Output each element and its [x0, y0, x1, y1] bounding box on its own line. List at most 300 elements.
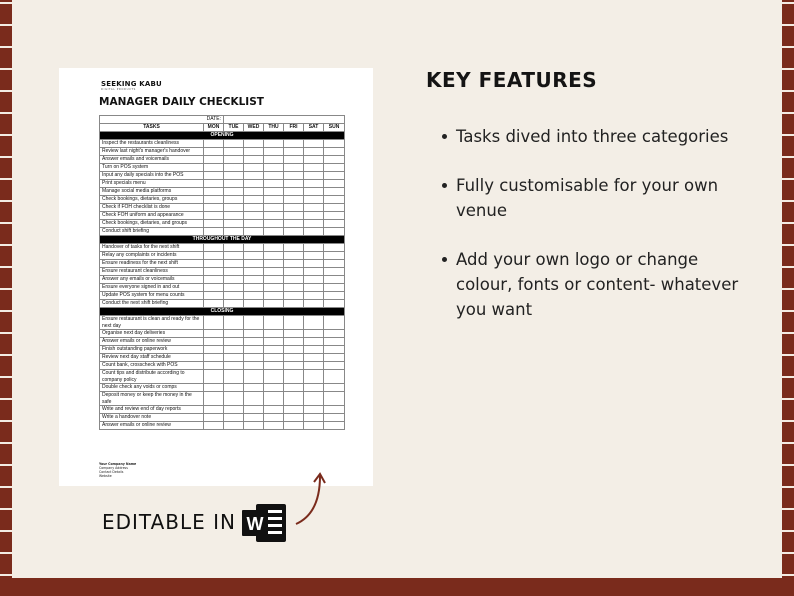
task-name: Check FOH uniform and appearance	[100, 212, 204, 220]
day-checkbox[interactable]	[304, 268, 324, 276]
day-checkbox[interactable]	[204, 276, 224, 284]
day-checkbox[interactable]	[324, 292, 345, 300]
column-header-tue: TUE	[224, 124, 244, 132]
day-checkbox[interactable]	[324, 180, 345, 188]
day-checkbox[interactable]	[204, 406, 224, 414]
day-checkbox[interactable]	[224, 244, 244, 252]
task-name: Print specials menu	[100, 180, 204, 188]
day-checkbox[interactable]	[284, 244, 304, 252]
day-checkbox[interactable]	[244, 268, 264, 276]
day-checkbox[interactable]	[244, 260, 264, 268]
day-checkbox[interactable]	[204, 338, 224, 346]
day-checkbox[interactable]	[304, 362, 324, 370]
bullet-icon	[442, 257, 447, 262]
day-checkbox[interactable]	[284, 268, 304, 276]
day-checkbox[interactable]	[264, 268, 284, 276]
section-header: CLOSING	[100, 308, 345, 316]
day-checkbox[interactable]	[284, 370, 304, 384]
day-checkbox[interactable]	[244, 414, 264, 422]
task-name: Conduct the next shift briefing	[100, 300, 204, 308]
day-checkbox[interactable]	[284, 362, 304, 370]
day-checkbox[interactable]	[204, 330, 224, 338]
day-checkbox[interactable]	[204, 268, 224, 276]
day-checkbox[interactable]	[264, 406, 284, 414]
day-checkbox[interactable]	[304, 422, 324, 430]
brand-logo: SEEKING KABU	[101, 80, 162, 88]
task-row	[100, 140, 345, 148]
day-checkbox[interactable]	[304, 204, 324, 212]
task-name: Update POS system for menu counts	[100, 292, 204, 300]
day-checkbox[interactable]	[264, 220, 284, 228]
day-checkbox[interactable]	[304, 212, 324, 220]
day-checkbox[interactable]	[284, 140, 304, 148]
feature-item	[440, 173, 740, 223]
day-checkbox[interactable]	[244, 188, 264, 196]
day-checkbox[interactable]	[204, 140, 224, 148]
task-row	[100, 346, 345, 354]
task-name: Check if FOH checklist is done	[100, 204, 204, 212]
day-checkbox[interactable]	[204, 228, 224, 236]
task-name: Check bookings, dietaries, and groups	[100, 220, 204, 228]
date-label: DATE:	[100, 116, 224, 124]
day-checkbox[interactable]	[304, 164, 324, 172]
task-row	[100, 292, 345, 300]
day-checkbox[interactable]	[204, 244, 224, 252]
day-checkbox[interactable]	[264, 252, 284, 260]
key-features-list	[440, 124, 740, 346]
day-checkbox[interactable]	[264, 330, 284, 338]
day-checkbox[interactable]	[264, 370, 284, 384]
day-checkbox[interactable]	[264, 276, 284, 284]
day-checkbox[interactable]	[324, 252, 345, 260]
day-checkbox[interactable]	[244, 244, 264, 252]
day-checkbox[interactable]	[284, 172, 304, 180]
day-checkbox[interactable]	[244, 156, 264, 164]
day-checkbox[interactable]	[284, 284, 304, 292]
task-row	[100, 180, 345, 188]
day-checkbox[interactable]	[284, 330, 304, 338]
day-checkbox[interactable]	[204, 148, 224, 156]
day-checkbox[interactable]	[224, 252, 244, 260]
day-checkbox[interactable]	[204, 180, 224, 188]
day-checkbox[interactable]	[204, 414, 224, 422]
day-checkbox[interactable]	[324, 268, 345, 276]
column-header-sat: SAT	[304, 124, 324, 132]
day-checkbox[interactable]	[304, 196, 324, 204]
day-checkbox[interactable]	[224, 204, 244, 212]
day-checkbox[interactable]	[264, 316, 284, 330]
task-row	[100, 414, 345, 422]
day-checkbox[interactable]	[224, 362, 244, 370]
day-checkbox[interactable]	[284, 422, 304, 430]
checklist-table	[99, 115, 345, 430]
day-checkbox[interactable]	[244, 362, 264, 370]
day-checkbox[interactable]	[304, 252, 324, 260]
day-checkbox[interactable]	[264, 338, 284, 346]
day-checkbox[interactable]	[304, 148, 324, 156]
task-row	[100, 244, 345, 252]
task-row	[100, 362, 345, 370]
day-checkbox[interactable]	[304, 220, 324, 228]
day-checkbox[interactable]	[324, 140, 345, 148]
date-field[interactable]	[224, 116, 345, 124]
day-checkbox[interactable]	[204, 252, 224, 260]
section-row	[100, 236, 345, 244]
day-checkbox[interactable]	[324, 362, 345, 370]
footer-line: Company Address	[99, 466, 128, 470]
task-row	[100, 172, 345, 180]
day-checkbox[interactable]	[284, 354, 304, 362]
day-checkbox[interactable]	[324, 422, 345, 430]
day-checkbox[interactable]	[284, 292, 304, 300]
day-checkbox[interactable]	[224, 172, 244, 180]
day-checkbox[interactable]	[324, 338, 345, 346]
day-checkbox[interactable]	[244, 330, 264, 338]
day-checkbox[interactable]	[304, 228, 324, 236]
day-checkbox[interactable]	[204, 422, 224, 430]
day-checkbox[interactable]	[224, 260, 244, 268]
day-checkbox[interactable]	[284, 384, 304, 392]
day-checkbox[interactable]	[224, 156, 244, 164]
day-checkbox[interactable]	[244, 370, 264, 384]
section-row	[100, 132, 345, 140]
day-checkbox[interactable]	[244, 148, 264, 156]
day-checkbox[interactable]	[264, 204, 284, 212]
day-checkbox[interactable]	[324, 392, 345, 406]
day-checkbox[interactable]	[304, 156, 324, 164]
task-name: Handover of tasks for the next shift	[100, 244, 204, 252]
day-checkbox[interactable]	[284, 346, 304, 354]
day-checkbox[interactable]	[324, 300, 345, 308]
editable-in-label: EDITABLE IN	[102, 510, 236, 534]
task-name: Answer any emails or voicemails	[100, 276, 204, 284]
day-checkbox[interactable]	[304, 392, 324, 406]
task-name: Answer emails and voicemails	[100, 156, 204, 164]
day-checkbox[interactable]	[224, 346, 244, 354]
task-row	[100, 284, 345, 292]
day-checkbox[interactable]	[244, 316, 264, 330]
day-checkbox[interactable]	[204, 164, 224, 172]
day-checkbox[interactable]	[264, 212, 284, 220]
day-checkbox[interactable]	[304, 260, 324, 268]
day-checkbox[interactable]	[324, 370, 345, 384]
day-checkbox[interactable]	[324, 316, 345, 330]
day-checkbox[interactable]	[284, 188, 304, 196]
day-checkbox[interactable]	[324, 354, 345, 362]
day-checkbox[interactable]	[224, 212, 244, 220]
checklist-document-preview	[59, 68, 373, 486]
day-checkbox[interactable]	[324, 384, 345, 392]
day-checkbox[interactable]	[264, 172, 284, 180]
day-checkbox[interactable]	[224, 180, 244, 188]
task-row	[100, 300, 345, 308]
day-checkbox[interactable]	[264, 156, 284, 164]
day-checkbox[interactable]	[304, 180, 324, 188]
day-checkbox[interactable]	[324, 164, 345, 172]
day-checkbox[interactable]	[204, 292, 224, 300]
day-checkbox[interactable]	[244, 346, 264, 354]
day-checkbox[interactable]	[244, 140, 264, 148]
column-header-tasks: TASKS	[100, 124, 204, 132]
day-checkbox[interactable]	[264, 392, 284, 406]
day-checkbox[interactable]	[224, 330, 244, 338]
day-checkbox[interactable]	[284, 300, 304, 308]
day-checkbox[interactable]	[304, 276, 324, 284]
day-checkbox[interactable]	[264, 284, 284, 292]
column-header-sun: SUN	[324, 124, 345, 132]
day-checkbox[interactable]	[304, 346, 324, 354]
bullet-icon	[442, 183, 447, 188]
day-checkbox[interactable]	[304, 292, 324, 300]
day-checkbox[interactable]	[324, 260, 345, 268]
task-row	[100, 196, 345, 204]
day-checkbox[interactable]	[304, 188, 324, 196]
day-checkbox[interactable]	[284, 156, 304, 164]
day-checkbox[interactable]	[204, 204, 224, 212]
curved-arrow-icon	[292, 468, 332, 528]
day-checkbox[interactable]	[204, 370, 224, 384]
day-checkbox[interactable]	[224, 422, 244, 430]
day-checkbox[interactable]	[244, 204, 264, 212]
day-checkbox[interactable]	[224, 284, 244, 292]
task-row	[100, 338, 345, 346]
day-checkbox[interactable]	[324, 406, 345, 414]
day-checkbox[interactable]	[324, 172, 345, 180]
day-checkbox[interactable]	[204, 172, 224, 180]
day-checkbox[interactable]	[304, 172, 324, 180]
day-checkbox[interactable]	[284, 196, 304, 204]
day-checkbox[interactable]	[324, 212, 345, 220]
day-checkbox[interactable]	[304, 406, 324, 414]
day-checkbox[interactable]	[264, 148, 284, 156]
day-checkbox[interactable]	[264, 292, 284, 300]
day-checkbox[interactable]	[264, 384, 284, 392]
day-checkbox[interactable]	[204, 188, 224, 196]
day-checkbox[interactable]	[284, 406, 304, 414]
day-checkbox[interactable]	[204, 196, 224, 204]
footer-line: Contact Details	[99, 470, 124, 474]
column-header-mon: MON	[204, 124, 224, 132]
day-checkbox[interactable]	[244, 180, 264, 188]
day-checkbox[interactable]	[244, 172, 264, 180]
day-checkbox[interactable]	[244, 422, 264, 430]
day-checkbox[interactable]	[264, 164, 284, 172]
day-checkbox[interactable]	[264, 180, 284, 188]
day-checkbox[interactable]	[324, 156, 345, 164]
day-checkbox[interactable]	[304, 330, 324, 338]
task-row	[100, 276, 345, 284]
day-checkbox[interactable]	[244, 406, 264, 414]
day-checkbox[interactable]	[224, 276, 244, 284]
day-checkbox[interactable]	[204, 300, 224, 308]
task-row	[100, 252, 345, 260]
task-name: Review next day staff schedule	[100, 354, 204, 362]
day-checkbox[interactable]	[224, 406, 244, 414]
document-footer	[99, 462, 136, 478]
day-checkbox[interactable]	[244, 292, 264, 300]
day-checkbox[interactable]	[284, 260, 304, 268]
day-checkbox[interactable]	[244, 228, 264, 236]
day-checkbox[interactable]	[324, 276, 345, 284]
day-checkbox[interactable]	[244, 196, 264, 204]
day-checkbox[interactable]	[244, 354, 264, 362]
day-checkbox[interactable]	[304, 300, 324, 308]
day-checkbox[interactable]	[264, 300, 284, 308]
key-features-title: KEY FEATURES	[426, 68, 598, 92]
day-checkbox[interactable]	[304, 370, 324, 384]
task-row	[100, 204, 345, 212]
task-row	[100, 392, 345, 406]
day-checkbox[interactable]	[324, 196, 345, 204]
day-checkbox[interactable]	[264, 422, 284, 430]
task-row	[100, 316, 345, 330]
day-checkbox[interactable]	[204, 392, 224, 406]
day-checkbox[interactable]	[304, 338, 324, 346]
day-checkbox[interactable]	[324, 330, 345, 338]
day-checkbox[interactable]	[264, 260, 284, 268]
day-checkbox[interactable]	[324, 148, 345, 156]
column-header-thu: THU	[264, 124, 284, 132]
task-name: Write and review end of day reports	[100, 406, 204, 414]
day-checkbox[interactable]	[284, 164, 304, 172]
day-checkbox[interactable]	[324, 228, 345, 236]
day-checkbox[interactable]	[224, 220, 244, 228]
day-checkbox[interactable]	[244, 164, 264, 172]
day-checkbox[interactable]	[284, 338, 304, 346]
day-checkbox[interactable]	[224, 338, 244, 346]
day-checkbox[interactable]	[224, 268, 244, 276]
day-checkbox[interactable]	[204, 362, 224, 370]
task-name: Ensure readiness for the next shift	[100, 260, 204, 268]
day-checkbox[interactable]	[304, 316, 324, 330]
task-row	[100, 188, 345, 196]
day-checkbox[interactable]	[264, 140, 284, 148]
day-checkbox[interactable]	[224, 196, 244, 204]
day-checkbox[interactable]	[244, 220, 264, 228]
day-checkbox[interactable]	[244, 300, 264, 308]
day-checkbox[interactable]	[264, 346, 284, 354]
day-checkbox[interactable]	[284, 228, 304, 236]
day-checkbox[interactable]	[224, 392, 244, 406]
day-checkbox[interactable]	[244, 276, 264, 284]
day-checkbox[interactable]	[224, 228, 244, 236]
day-checkbox[interactable]	[224, 300, 244, 308]
day-checkbox[interactable]	[304, 414, 324, 422]
day-checkbox[interactable]	[244, 392, 264, 406]
column-header-fri: FRI	[284, 124, 304, 132]
day-checkbox[interactable]	[204, 346, 224, 354]
day-checkbox[interactable]	[324, 244, 345, 252]
day-checkbox[interactable]	[264, 414, 284, 422]
day-checkbox[interactable]	[284, 414, 304, 422]
day-checkbox[interactable]	[244, 212, 264, 220]
task-name: Organise next day deliveries	[100, 330, 204, 338]
microsoft-word-icon	[240, 500, 288, 546]
day-checkbox[interactable]	[304, 140, 324, 148]
day-checkbox[interactable]	[284, 180, 304, 188]
day-checkbox[interactable]	[244, 284, 264, 292]
day-checkbox[interactable]	[284, 148, 304, 156]
day-checkbox[interactable]	[224, 384, 244, 392]
day-checkbox[interactable]	[284, 220, 304, 228]
day-checkbox[interactable]	[324, 414, 345, 422]
task-row	[100, 220, 345, 228]
day-checkbox[interactable]	[244, 384, 264, 392]
day-checkbox[interactable]	[204, 156, 224, 164]
day-checkbox[interactable]	[284, 276, 304, 284]
day-checkbox[interactable]	[304, 284, 324, 292]
day-checkbox[interactable]	[224, 292, 244, 300]
day-checkbox[interactable]	[324, 220, 345, 228]
feature-text: Add your own logo or change colour, fonts or content- whatever you want	[456, 250, 739, 319]
day-checkbox[interactable]	[204, 220, 224, 228]
day-checkbox[interactable]	[224, 164, 244, 172]
task-row	[100, 370, 345, 384]
day-checkbox[interactable]	[224, 354, 244, 362]
day-checkbox[interactable]	[204, 316, 224, 330]
day-checkbox[interactable]	[224, 414, 244, 422]
day-checkbox[interactable]	[204, 212, 224, 220]
column-header-wed: WED	[244, 124, 264, 132]
day-checkbox[interactable]	[304, 244, 324, 252]
day-checkbox[interactable]	[224, 148, 244, 156]
day-checkbox[interactable]	[324, 284, 345, 292]
day-checkbox[interactable]	[224, 188, 244, 196]
day-checkbox[interactable]	[264, 228, 284, 236]
task-name: Conduct shift briefing	[100, 228, 204, 236]
day-checkbox[interactable]	[264, 362, 284, 370]
day-checkbox[interactable]	[244, 338, 264, 346]
task-name: Answer emails or online review	[100, 422, 204, 430]
feature-text: Tasks dived into three categories	[456, 127, 729, 146]
day-checkbox[interactable]	[244, 252, 264, 260]
day-checkbox[interactable]	[284, 392, 304, 406]
day-checkbox[interactable]	[284, 204, 304, 212]
bullet-icon	[442, 134, 447, 139]
day-checkbox[interactable]	[264, 354, 284, 362]
section-row	[100, 308, 345, 316]
day-checkbox[interactable]	[264, 188, 284, 196]
day-checkbox[interactable]	[324, 188, 345, 196]
day-checkbox[interactable]	[224, 370, 244, 384]
day-checkbox[interactable]	[204, 354, 224, 362]
day-checkbox[interactable]	[324, 204, 345, 212]
day-checkbox[interactable]	[264, 196, 284, 204]
header-row	[100, 124, 345, 132]
task-name: Turn on POS system	[100, 164, 204, 172]
task-row	[100, 330, 345, 338]
task-name: Ensure restaurant cleanliness	[100, 268, 204, 276]
day-checkbox[interactable]	[304, 354, 324, 362]
task-name: Inspect the restaurants cleanliness	[100, 140, 204, 148]
day-checkbox[interactable]	[204, 260, 224, 268]
task-name: Deposit money or keep the money in the safe	[100, 392, 204, 406]
day-checkbox[interactable]	[224, 140, 244, 148]
day-checkbox[interactable]	[284, 212, 304, 220]
document-title: MANAGER DAILY CHECKLIST	[99, 96, 264, 108]
day-checkbox[interactable]	[264, 244, 284, 252]
section-header: THROUGHOUT THE DAY	[100, 236, 345, 244]
day-checkbox[interactable]	[324, 346, 345, 354]
day-checkbox[interactable]	[284, 252, 304, 260]
day-checkbox[interactable]	[304, 384, 324, 392]
day-checkbox[interactable]	[224, 316, 244, 330]
date-row	[100, 116, 345, 124]
day-checkbox[interactable]	[204, 284, 224, 292]
task-name: Double check any voids or comps	[100, 384, 204, 392]
day-checkbox[interactable]	[204, 384, 224, 392]
day-checkbox[interactable]	[284, 316, 304, 330]
